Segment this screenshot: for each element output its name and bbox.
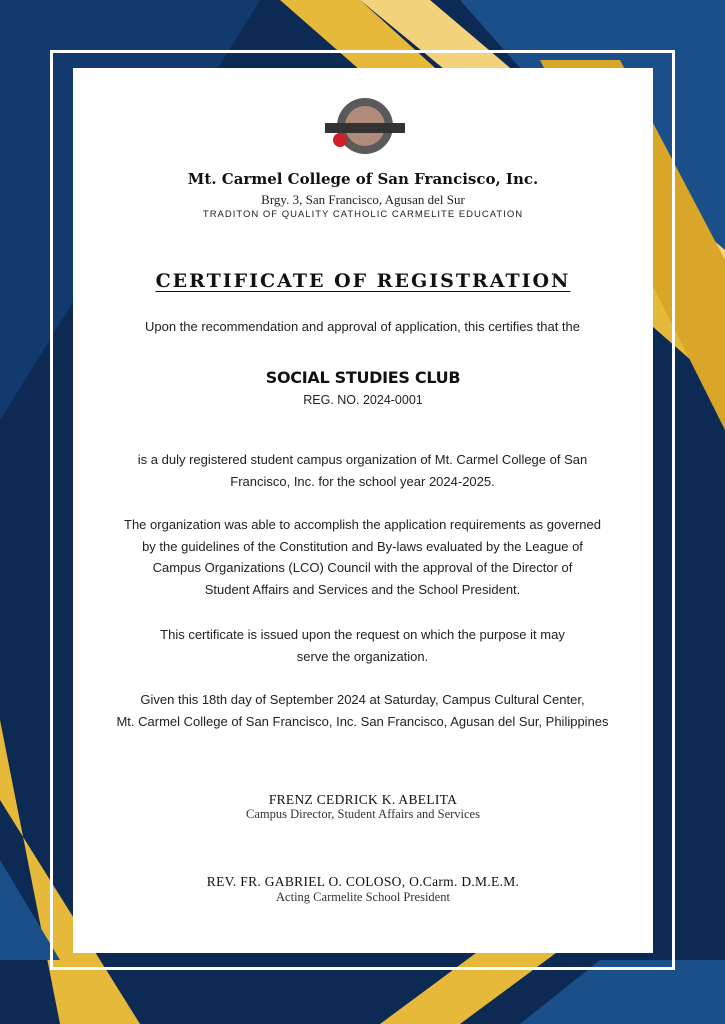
text-line: Student Affairs and Services and the School President. <box>204 581 521 597</box>
signatory-title: Campus Director, Student Affairs and Services <box>246 807 480 821</box>
issuance-paragraph <box>100 624 625 667</box>
school-seal-icon <box>320 93 410 163</box>
registration-statement <box>100 449 625 492</box>
school-name: Mt. Carmel College of San Francisco, Inc. <box>187 170 539 188</box>
intro-text: Upon the recommendation and approval of application, this certifies that the <box>144 319 581 334</box>
text-line: The organization was able to accomplish the application requirements as governed <box>124 517 601 532</box>
requirements-paragraph <box>100 514 625 600</box>
text-line: Mt. Carmel College of San Francisco, Inc. San Francisco, Agusan del Sur, Philippines <box>116 713 609 729</box>
registration-number: REG. NO. 2024-0001 <box>303 393 423 407</box>
text-line: by the guidelines of the Constitution and By-laws evaluated by the League of <box>142 538 583 554</box>
text-line: is a duly registered student campus organization of Mt. Carmel College of San <box>137 452 588 467</box>
text-line: Campus Organizations (LCO) Council with the approval of the Director of <box>152 560 573 575</box>
signatory-title: Acting Carmelite School President <box>276 890 450 904</box>
school-address: Brgy. 3, San Francisco, Agusan del Sur <box>261 192 465 207</box>
text-line: This certificate is issued upon the request on which the purpose it may <box>160 627 565 642</box>
text-line: Francisco, Inc. for the school year 2024-2025. <box>230 473 495 489</box>
school-motto: TRADITON OF QUALITY CATHOLIC CARMELITE EDUCATION <box>202 209 524 220</box>
organization-name: SOCIAL STUDIES CLUB <box>265 368 461 387</box>
signatory-name: FRENZ CEDRICK K. ABELITA <box>268 792 458 807</box>
signatory-name: REV. FR. GABRIEL O. COLOSO, O.Carm. D.M.E.M. <box>206 874 520 889</box>
certificate-title: CERTIFICATE OF REGISTRATION <box>155 270 571 292</box>
text-line: Given this 18th day of September 2024 at Saturday, Campus Cultural Center, <box>140 692 585 707</box>
given-paragraph <box>90 689 635 732</box>
text-line: serve the organization. <box>296 648 429 664</box>
